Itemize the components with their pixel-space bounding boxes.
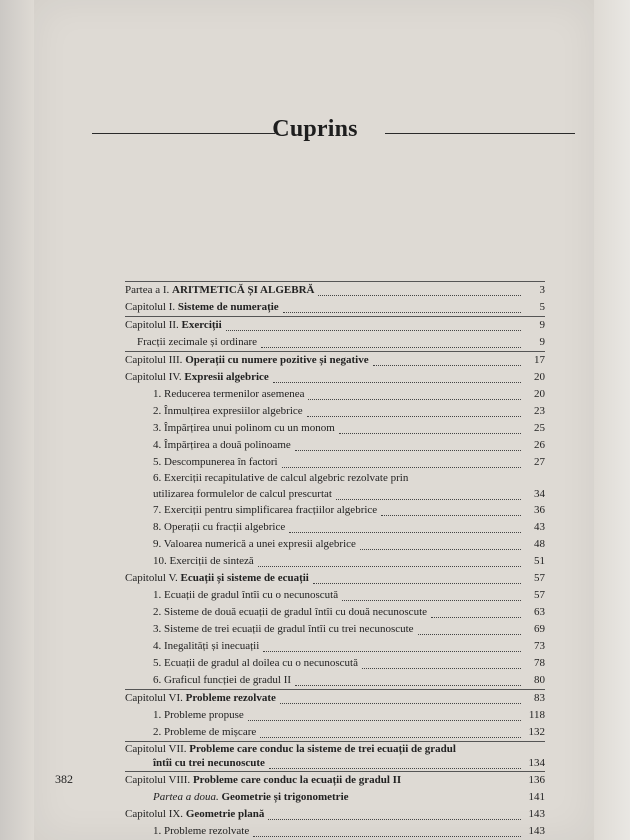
toc-label: 1. Probleme rezolvate [153, 825, 250, 837]
toc-page: 132 [528, 726, 545, 738]
toc-entry [125, 519, 545, 536]
toc-page: 43 [534, 521, 545, 533]
toc-entry [125, 789, 545, 806]
toc-page: 143 [528, 808, 545, 820]
toc-label: Capitolul VII. [125, 743, 187, 755]
toc-entry [125, 724, 545, 741]
toc-entry [125, 502, 545, 519]
toc-entry [125, 352, 545, 369]
toc-label: 8. Operații cu fracții algebrice [153, 521, 286, 533]
toc-label: 1. Probleme propuse [153, 709, 244, 721]
toc-page: 25 [534, 422, 545, 434]
toc-bold-title: Exerciții [181, 319, 222, 331]
toc-entry [125, 587, 545, 604]
toc-page: 118 [528, 709, 545, 721]
toc-entry-continuation [125, 756, 545, 771]
toc-page: 36 [534, 504, 545, 516]
toc-page: 83 [534, 692, 545, 704]
toc-page: 78 [534, 657, 545, 669]
toc-label: Capitolul VI. [125, 692, 183, 704]
toc-page: 20 [534, 388, 545, 400]
toc-label: 5. Ecuații de gradul al doilea cu o necunoscută [153, 657, 358, 669]
toc-entry [125, 621, 545, 638]
toc-label: 2. Probleme de mișcare [153, 726, 257, 738]
toc-page: 73 [534, 640, 545, 652]
toc-label: Capitolul IX. [125, 808, 184, 820]
toc-entry [125, 772, 545, 789]
toc-entry [125, 672, 545, 689]
toc-page: 63 [534, 606, 545, 618]
toc-page: 3 [539, 284, 545, 296]
toc-entry [125, 570, 545, 587]
toc-page: 9 [539, 319, 545, 331]
toc-entry [125, 604, 545, 621]
toc-label: 4. Inegalități și inecuații [153, 640, 260, 652]
toc-label: Capitolul VIII. [125, 774, 191, 786]
toc-page: 57 [534, 589, 545, 601]
toc-page: 9 [539, 336, 545, 348]
toc-label: 10. Exerciții de sinteză [153, 555, 254, 567]
toc-bold-title: Probleme care conduc la sisteme de trei ecuații de gradul [189, 743, 456, 755]
toc-label: 6. Exerciții recapitulative de calcul algebric rezolvate prin [153, 472, 409, 484]
toc-page: 69 [534, 623, 545, 635]
toc-label: 7. Exerciții pentru simplificarea fracțiilor algebrice [153, 504, 378, 516]
toc-label: 2. Sisteme de două ecuații de gradul întîi cu două necunoscute [153, 606, 428, 618]
title-rule-right [385, 133, 575, 134]
toc-page: 136 [528, 774, 545, 786]
toc-label: Capitolul II. [125, 319, 179, 331]
toc-entry [125, 299, 545, 316]
toc-entry [125, 386, 545, 403]
toc-label: 6. Graficul funcției de gradul II [153, 674, 292, 686]
toc-bold-title: Expresii algebrice [184, 371, 269, 383]
toc-entry [125, 707, 545, 724]
toc-page: 27 [534, 456, 545, 468]
toc-page: 17 [534, 354, 545, 366]
toc-entry [125, 536, 545, 553]
toc-label: Capitolul V. [125, 572, 178, 584]
toc-label: Capitolul I. [125, 301, 176, 313]
table-of-contents [125, 281, 545, 840]
toc-bold-title: întîi cu trei necunoscute [153, 757, 265, 769]
toc-label: Capitolul IV. [125, 371, 182, 383]
toc-entry [125, 454, 545, 471]
toc-entry [125, 823, 545, 840]
toc-bold-title: ARITMETICĂ ȘI ALGEBRĂ [172, 284, 315, 296]
toc-bold-title: Ecuații și sisteme de ecuații [180, 572, 309, 584]
toc-page: 20 [534, 371, 545, 383]
toc-label: Partea a I. [125, 284, 170, 296]
toc-label: utilizarea formulelor de calcul prescurtat [153, 488, 332, 500]
toc-label: 2. Înmulțirea expresiilor algebrice [153, 405, 303, 417]
toc-entry [125, 471, 545, 486]
toc-entry [125, 638, 545, 655]
toc-entry [125, 690, 545, 707]
toc-entry [125, 655, 545, 672]
toc-label: Fracții zecimale și ordinare [137, 336, 258, 348]
toc-entry [125, 806, 545, 823]
toc-page: 5 [539, 301, 545, 313]
toc-entry [125, 282, 545, 299]
toc-bold-title: Geometrie și trigonometrie [221, 791, 349, 803]
toc-entry-continuation [125, 486, 545, 502]
toc-page: 134 [528, 757, 545, 769]
toc-entry [125, 437, 545, 454]
toc-entry [125, 403, 545, 420]
toc-page: 48 [534, 538, 545, 550]
page-title: Cuprins [272, 116, 358, 142]
toc-label: Capitolul III. [125, 354, 183, 366]
toc-entry [125, 742, 545, 756]
toc-entry [125, 369, 545, 386]
toc-label: 1. Ecuații de gradul întîi cu o necunoscută [153, 589, 339, 601]
toc-page: 141 [528, 791, 545, 803]
toc-entry [125, 553, 545, 570]
toc-label: 9. Valoarea numerică a unei expresii algebrice [153, 538, 356, 550]
toc-entry [125, 420, 545, 437]
toc-label: Partea a doua. [153, 791, 219, 803]
toc-label: 4. Împărțirea a două polinoame [153, 439, 291, 451]
toc-page: 57 [534, 572, 545, 584]
toc-page: 80 [534, 674, 545, 686]
toc-label: 3. Sisteme de trei ecuații de gradul întîi cu trei necunoscute [153, 623, 414, 635]
toc-page: 26 [534, 439, 545, 451]
toc-entry [125, 334, 545, 351]
page-number: 382 [55, 772, 73, 786]
toc-bold-title: Geometrie plană [185, 808, 265, 820]
toc-bold-title: Sisteme de numerație [177, 301, 279, 313]
toc-page: 143 [528, 825, 545, 837]
toc-page: 23 [534, 405, 545, 417]
toc-label: 3. Împărțirea unui polinom cu un monom [153, 422, 335, 434]
toc-page: 34 [534, 488, 545, 500]
toc-bold-title: Probleme care conduc la ecuații de gradul II [192, 774, 402, 786]
toc-entry [125, 317, 545, 334]
toc-bold-title: Operații cu numere pozitive și negative [185, 354, 369, 366]
toc-bold-title: Probleme rezolvate [185, 692, 276, 704]
toc-page: 51 [534, 555, 545, 567]
toc-label: 5. Descompunerea în factori [153, 456, 278, 468]
toc-label: 1. Reducerea termenilor asemenea [153, 388, 305, 400]
